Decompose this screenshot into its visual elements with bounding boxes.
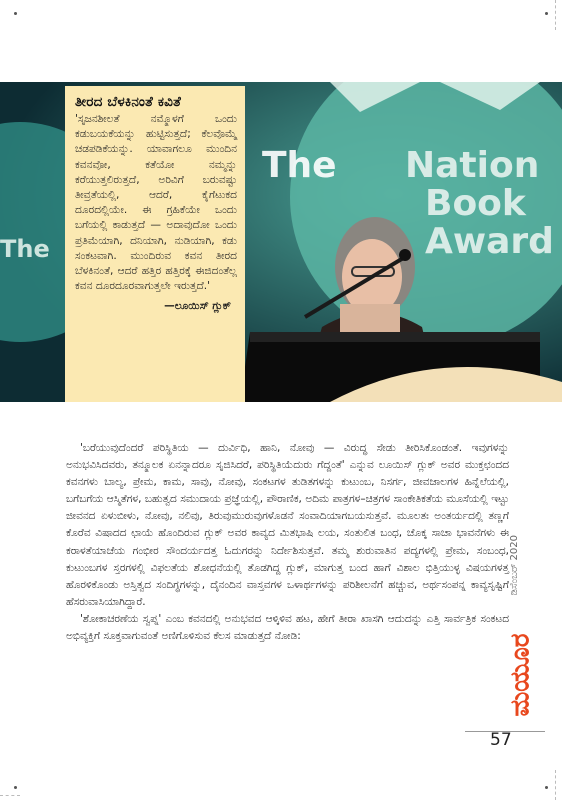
crop-mark-bottom-left [14, 786, 17, 789]
magazine-logo [503, 625, 539, 725]
quote-text: 'ಸೃಜನಶೀಲತೆ ನಮ್ಮೊಳಗೆ ಒಂದು ಕಡುಬಯಕೆಯನ್ನು ಹುಟ್ಟಿಸುತ್ತದೆ; ಕೆಲವೊಮ್ಮೆ ಚಡಪಡಿಕೆಯನ್ನು. ಯಾವಾಗಲೂ ಮುಂದಿನ ಕವನವೋ, ಕತೆಯೋ ನಮ್ಮನ್ನು ಕರೆಯುತ್ತಲಿರುತ್ತದೆ, ಅರಿವಿಗೆ ಬರುವಷ್ಟು ತೀವ್ರತೆಯಲ್ಲಿ, ಆದರೆ, ಕೈಗೆಟುಕದ ದೂರದಲ್ಲಿಯೇ. ಈ ಗ್ರಹಿಕೆಯೇ ಒಂದು ಬಗೆಯಲ್ಲಿ ಕಾಡುತ್ತದೆ — ಅದಾವುದೋ ಒಂದು ಪ್ರತಿಮೆಯಾಗಿ, ದನಿಯಾಗಿ, ನುಡಿಯಾಗಿ, ಕಡು ಸಂಕಟವಾಗಿ. ಮುಂದಿರುವ ಕವನ ತೀರದ ಬೆಳಕಿನಂತೆ, ಆದರೆ ಹತ್ತಿರ ಹತ್ತಿರಕ್ಕೆ ಈಜಿದಂತೆಲ್ಲ ಕವನ ದೂರದೂರವಾಗುತ್ತಲೇ ಇರುತ್ತದೆ.' [75, 113, 237, 293]
backdrop-text-left: The [0, 235, 50, 263]
quote-author: —ಲೂಯಿಸ್ ಗ್ಲುಕ್ [164, 300, 231, 313]
quote-sidebar [65, 86, 245, 402]
issue-date: ಡಿಸೆಂಬರ್ 2020 [509, 535, 520, 596]
backdrop-text-award: Award [425, 221, 554, 262]
crop-mark-bottom-right [545, 786, 548, 789]
crop-guide [0, 795, 20, 796]
quote-title: ತೀರದ ಬೆಳಕಿನಂತೆ ಕವಿತೆ [75, 94, 181, 110]
article-paragraph: 'ಬರೆಯುವುದೆಂದರೆ ಪರಿಸ್ಥಿತಿಯ — ದುರ್ವಿಧಿ, ಹಾನಿ, ನೋವು — ವಿರುದ್ಧ ಸೇಡು ತೀರಿಸಿಕೊಂಡಂತೆ. ಇವುಗಳನ್ನು ಅನುಭವಿಸಿದವರು, ತನ್ಮೂಲಕ ಏನನ್ನಾದರೂ ಸೃಜಿಸಿದರೆ, ಪರಿಸ್ಥಿತಿಯೆದುರು ಗೆದ್ದಂತೆ' ಎನ್ನುವ ಲೂಯಿಸ್ ಗ್ಲುಕ್ ಅವರ ಮುಕ್ತಛಂದದ ಕವನಗಳು ಬಾಲ್ಯ, ಪ್ರೇಮ, ಕಾಮ, ಸಾವು, ನೋವು, ಸಂಕಟಗಳ ತುಡಿತಗಳನ್ನು ಕುಟುಂಬ, ನಿಸರ್ಗ, ಜೀವಜಾಲಗಳ ಹಿನ್ನೆಲೆಯಲ್ಲಿ, ಬಗೆಬಗೆಯ ಆಸ್ಮಿತೆಗಳ, ಬಹುತ್ವದ ಸಮುದಾಯ ಪ್ರಜ್ಞೆಯಲ್ಲಿ, ಪೌರಾಣಿಕ, ಅದಿಮ ಪಾತ್ರಗಳ–ಚಿತ್ರಗಳ ಸಾಂಕೇತಿಕತೆಯ ಮೂಸೆಯಲ್ಲಿ ಇಟ್ಟು ಜೀವನದ ಏಳುಬೀಳು, ನೋವು, ನಲಿವು, ತಿರುವುಮುರುವುಗಳೊಡನೆ ಸಂವಾದಿಯಾಗಬಯಸುತ್ತವೆ. ಮೂಲತಃ ಅಂತರ್ಯದಲ್ಲಿ ತಣ್ಣಗೆ ಕೊರೆವ ವಿಷಾದದ ಛಾಯೆ ಹೊಂದಿರುವ ಗ್ಲುಕ್ ಅವರ ಕಾವ್ಯದ ಮಿತಭಾಷಿ ಲಯ, ಸಂತುಲಿತ ಬಂಧ, ಚೊಕ್ಕ ಸಾಚಾ ಭಾವನೆಗಳು ಈ ಕರಾಳತೆಯಾಚೆಯ ಗಂಭೀರ ಸೌಂದರ್ಯದತ್ತ ಓದುಗರನ್ನು ನಿರ್ದೇಶಿಸುತ್ತವೆ. ತಮ್ಮ ಶುರುವಾತಿನ ಪದ್ಯಗಳಲ್ಲಿ ಪ್ರೇಮ, ಸಂಬಂಧ, ಕುಟುಂಬಗಳ ಸ್ತರಗಳಲ್ಲಿ ವಿಫಲತೆಯ ಶೋಧನೆಯಲ್ಲಿ ತೊಡಗಿದ್ದ ಗ್ಲುಕ್, ಮಾಗುತ್ತ ಬಂದ ಹಾಗೆ ವಿಶಾಲ ಭಿತ್ತಿಯುಳ್ಳ ವಿಷಯಗಳತ್ತ ಹೊರಳಿಕೊಂಡು ಅಸ್ತಿತ್ವದ ಸಂದಿಗ್ಧಗಳನ್ನು, ದೈನಂದಿನ ವಾಸ್ತವಗಳ ಒಳಾರ್ಥಗಳನ್ನು ಪರಿಶೀಲನೆಗೆ ಹಚ್ಚುವ, ಅರ್ಥಸಂಪನ್ನ ಕಾವ್ಯಸೃಷ್ಟಿಗೆ ಹೆಸರುವಾಸಿಯಾಗಿದ್ದಾರೆ. [66, 442, 509, 608]
crop-mark-top-right [545, 12, 548, 15]
crop-guide [555, 770, 556, 800]
backdrop-text-nation: Nation [405, 145, 540, 186]
page-number: 57 [490, 730, 512, 750]
crop-guide [555, 0, 556, 30]
crop-mark-top-left [14, 12, 17, 15]
backdrop-text-the: The [262, 145, 337, 186]
magazine-logo-text: ಮಯೂರ [505, 633, 536, 717]
backdrop-text-book: Book [425, 183, 526, 224]
article-paragraph: 'ಶೋಕಾಚರಣೆಯ ಸ್ವಪ್ನ' ಎಂಬ ಕವನದಲ್ಲಿ ಅನುಭವದ ಆಳ್ಕಿಳಿವ ಹಟ, ಹೇಗೆ ತೀರಾ ಖಾಸಗಿ ಆದುದನ್ನು ಎತ್ತಿ ಸಾರ್ವತ್ರಿಕ ಸಂಕಟದ ಅಭಿವ್ಯಕ್ತಿಗೆ ಸೂಕ್ತವಾಗುವಂತೆ ಅಣಿಗೊಳಿಸುವ ಕೆಲಸ ಮಾಡುತ್ತದೆ ನೋಡಿ: [66, 612, 509, 643]
article-body [66, 440, 509, 645]
magazine-logo-icon [503, 625, 539, 725]
